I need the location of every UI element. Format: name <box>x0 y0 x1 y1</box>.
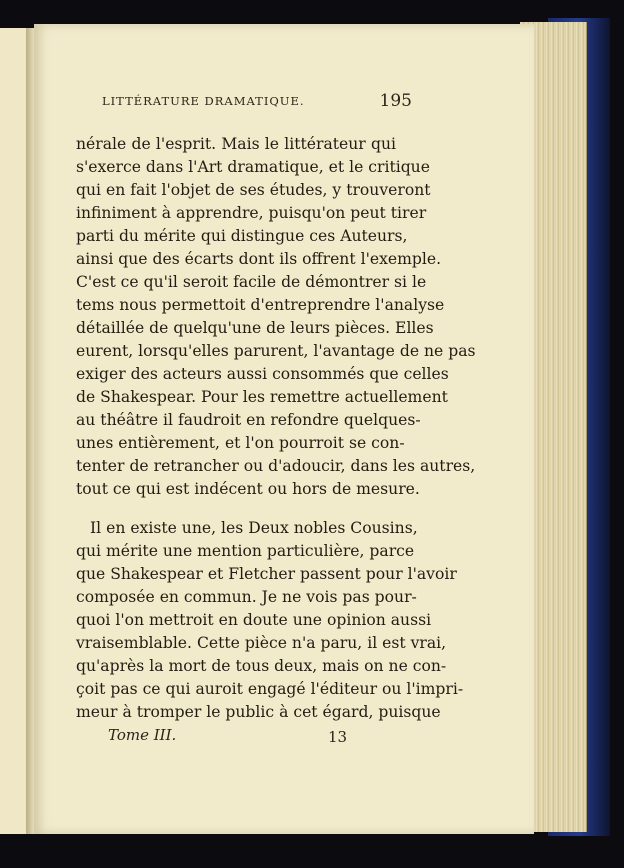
text-line: çoit pas ce qui auroit engagé l'éditeur ou l'impri- <box>76 680 464 698</box>
text-line: exiger des acteurs aussi consommés que celles <box>76 365 449 383</box>
text-line: ainsi que des écarts dont ils offrent l'exemple. <box>76 250 442 268</box>
text-line: parti du mérite qui distingue ces Auteurs, <box>76 227 408 245</box>
text-line: quoi l'on mettroit en doute une opinion aussi <box>76 611 432 629</box>
text-line: que Shakespear et Fletcher passent pour l'avoir <box>76 565 457 583</box>
text-line: s'exerce dans l'Art dramatique, et le critique <box>76 158 430 176</box>
text-line: unes entièrement, et l'on pourroit se con- <box>76 434 405 452</box>
text-line: au théâtre il faudroit en refondre quelques- <box>76 411 421 429</box>
text-line: de Shakespear. Pour les remettre actuellement <box>76 388 448 406</box>
text-line: vraisemblable. Cette pièce n'a paru, il est vrai, <box>76 634 447 652</box>
text-line: qui mérite une mention particulière, parce <box>76 542 415 560</box>
text-line: tenter de retrancher ou d'adoucir, dans les autres, <box>76 457 476 475</box>
text-line: détaillée de quelqu'une de leurs pièces. Elles <box>76 319 434 337</box>
text-line: tems nous permettoit d'entreprendre l'analyse <box>76 296 445 314</box>
volume-signature: Tome III. <box>108 726 177 744</box>
text-line: tout ce qui est indécent ou hors de mesure. <box>76 480 420 498</box>
text-line: qui en fait l'objet de ses études, y trouveront <box>76 181 431 199</box>
text-line: nérale de l'esprit. Mais le littérateur qui <box>76 135 396 153</box>
book-gutter <box>26 28 34 834</box>
text-line: C'est ce qu'il seroit facile de démontrer si le <box>76 273 427 291</box>
text-line: infiniment à apprendre, puisqu'on peut tirer <box>76 204 427 222</box>
text-line: eurent, lorsqu'elles parurent, l'avantage de ne pas <box>76 342 476 360</box>
running-head <box>102 92 412 112</box>
left-page-edge <box>0 28 27 834</box>
text-line: Il en existe une, les Deux nobles Cousins, <box>90 519 418 537</box>
text-line: meur à tromper le public à cet égard, puisque <box>76 703 441 721</box>
signature-number: 13 <box>328 728 348 746</box>
text-line: composée en commun. Je ne vois pas pour- <box>76 588 417 606</box>
running-title: LITTÉRATURE DRAMATIQUE. <box>102 94 305 108</box>
page-number: 195 <box>379 91 412 111</box>
text-line: qu'après la mort de tous deux, mais on ne con- <box>76 657 447 675</box>
